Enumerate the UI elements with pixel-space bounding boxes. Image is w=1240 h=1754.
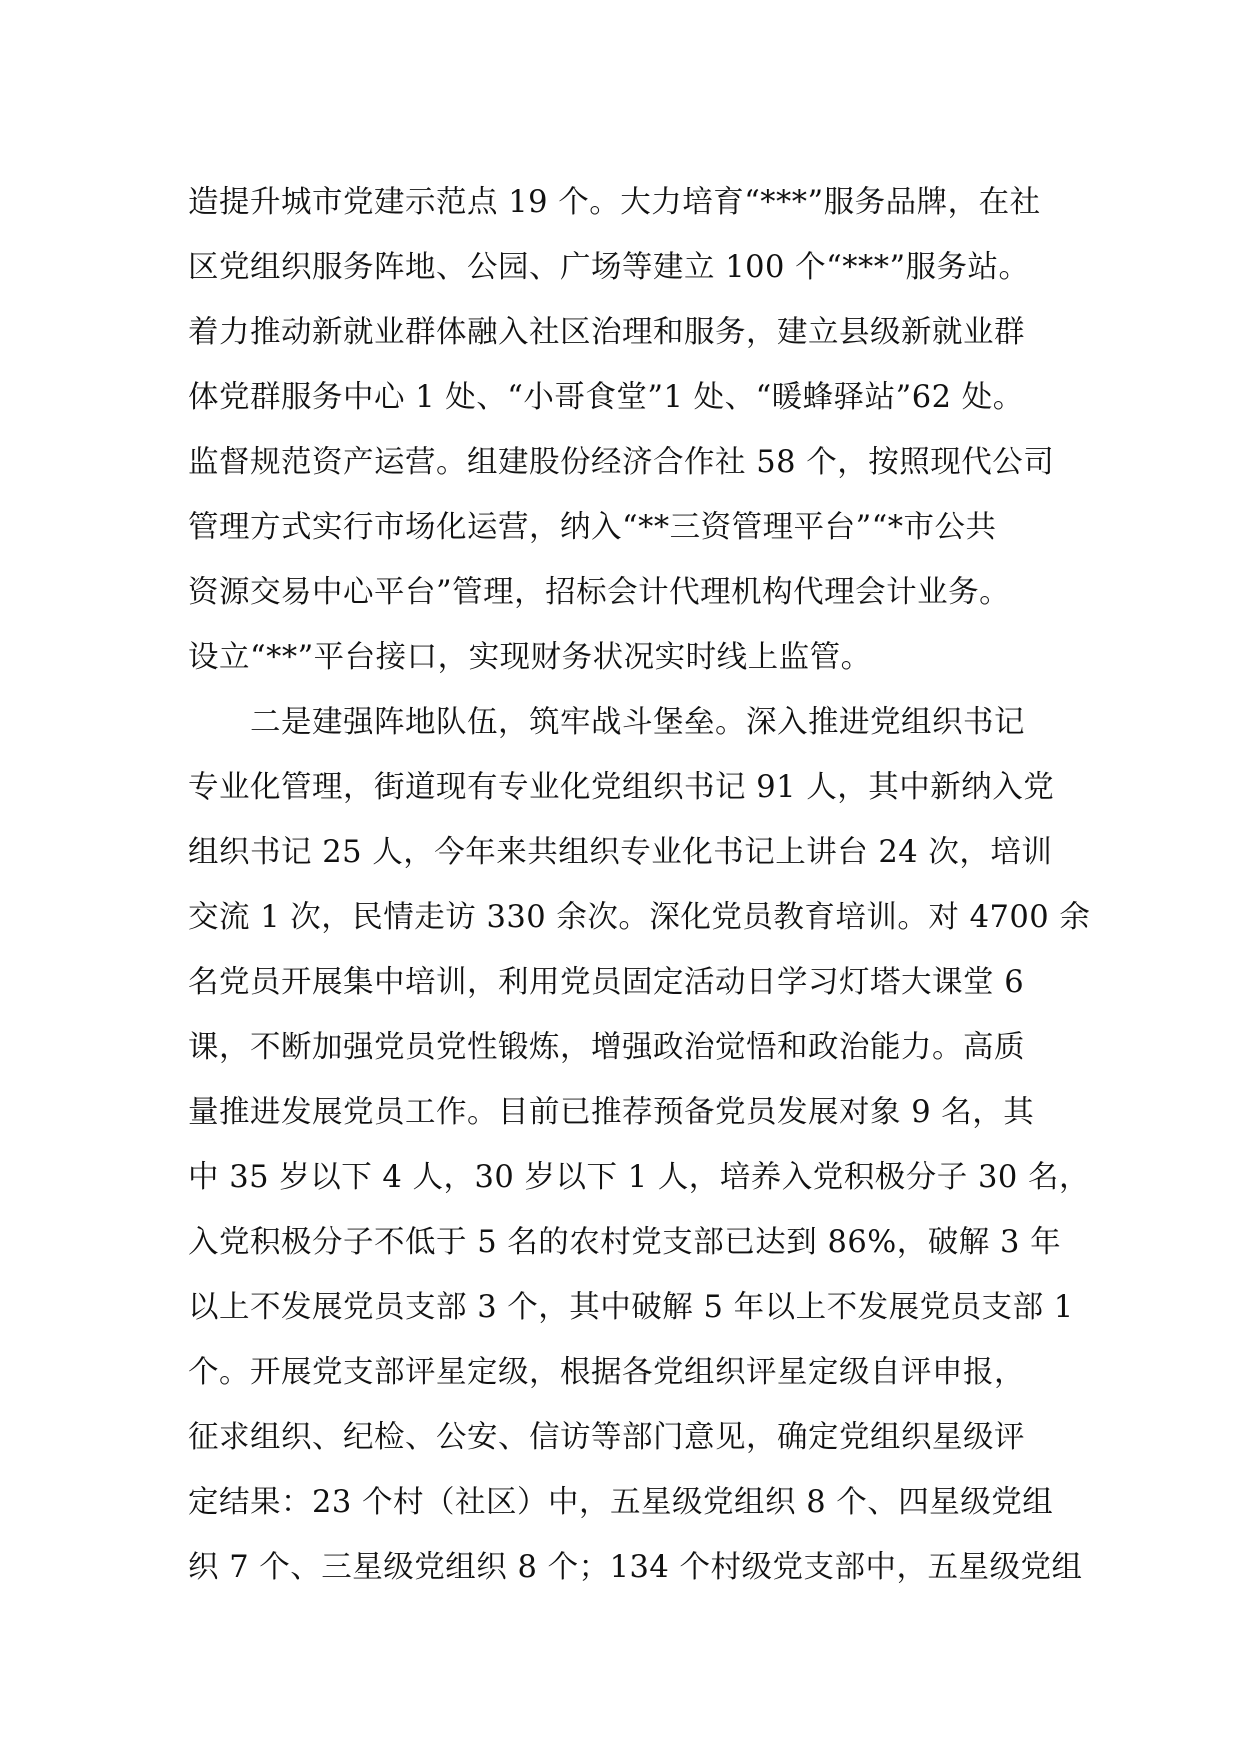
text-line: 入党积极分子不低于 5 名的农村党支部已达到 86%，破解 3 年 [188, 1225, 1062, 1260]
text-line: 个。开展党支部评星定级，根据各党组织评星定级自评申报， [188, 1355, 1025, 1390]
text-line: 着力推动新就业群体融入社区治理和服务，建立县级新就业群 [188, 315, 1025, 350]
text-line: 课，不断加强党员党性锻炼，增强政治觉悟和政治能力。高质 [188, 1030, 1025, 1065]
text-line: 征求组织、纪检、公安、信访等部门意见，确定党组织星级评 [188, 1420, 1025, 1455]
text-line: 织 7 个、三星级党组织 8 个；134 个村级党支部中，五星级党组 [188, 1550, 1083, 1585]
text-line: 组织书记 25 人，今年来共组织专业化书记上讲台 24 次，培训 [188, 835, 1053, 870]
text-line: 以上不发展党员支部 3 个，其中破解 5 年以上不发展党员支部 1 [188, 1290, 1074, 1325]
paragraph-start-line: 二是建强阵地队伍，筑牢战斗堡垒。深入推进党组织书记 [250, 705, 1025, 740]
document-body [188, 170, 1091, 1600]
text-line: 管理方式实行市场化运营，纳入“**三资管理平台”“*市公共 [188, 510, 997, 545]
text-line: 资源交易中心平台”管理，招标会计代理机构代理会计业务。 [188, 575, 1011, 610]
text-line: 名党员开展集中培训，利用党员固定活动日学习灯塔大课堂 6 [188, 965, 1025, 1000]
text-line: 区党组织服务阵地、公园、广场等建立 100 个“***”服务站。 [188, 250, 1030, 285]
text-line: 专业化管理，街道现有专业化党组织书记 91 人，其中新纳入党 [188, 770, 1055, 805]
text-line: 定结果：23 个村（社区）中，五星级党组织 8 个、四星级党组 [188, 1485, 1054, 1520]
text-line: 造提升城市党建示范点 19 个。大力培育“***”服务品牌，在社 [188, 185, 1041, 220]
text-line: 体党群服务中心 1 处、“小哥食堂”1 处、“暖蜂驿站”62 处。 [188, 380, 1024, 415]
text-line: 监督规范资产运营。组建股份经济合作社 58 个，按照现代公司 [188, 445, 1055, 480]
text-line: 设立“**”平台接口，实现财务状况实时线上监管。 [188, 640, 872, 675]
text-line: 量推进发展党员工作。目前已推荐预备党员发展对象 9 名，其 [188, 1095, 1035, 1130]
text-line: 交流 1 次，民情走访 330 余次。深化党员教育培训。对 4700 余 [188, 900, 1091, 935]
text-line: 中 35 岁以下 4 人，30 岁以下 1 人，培养入党积极分子 30 名， [188, 1160, 1090, 1195]
